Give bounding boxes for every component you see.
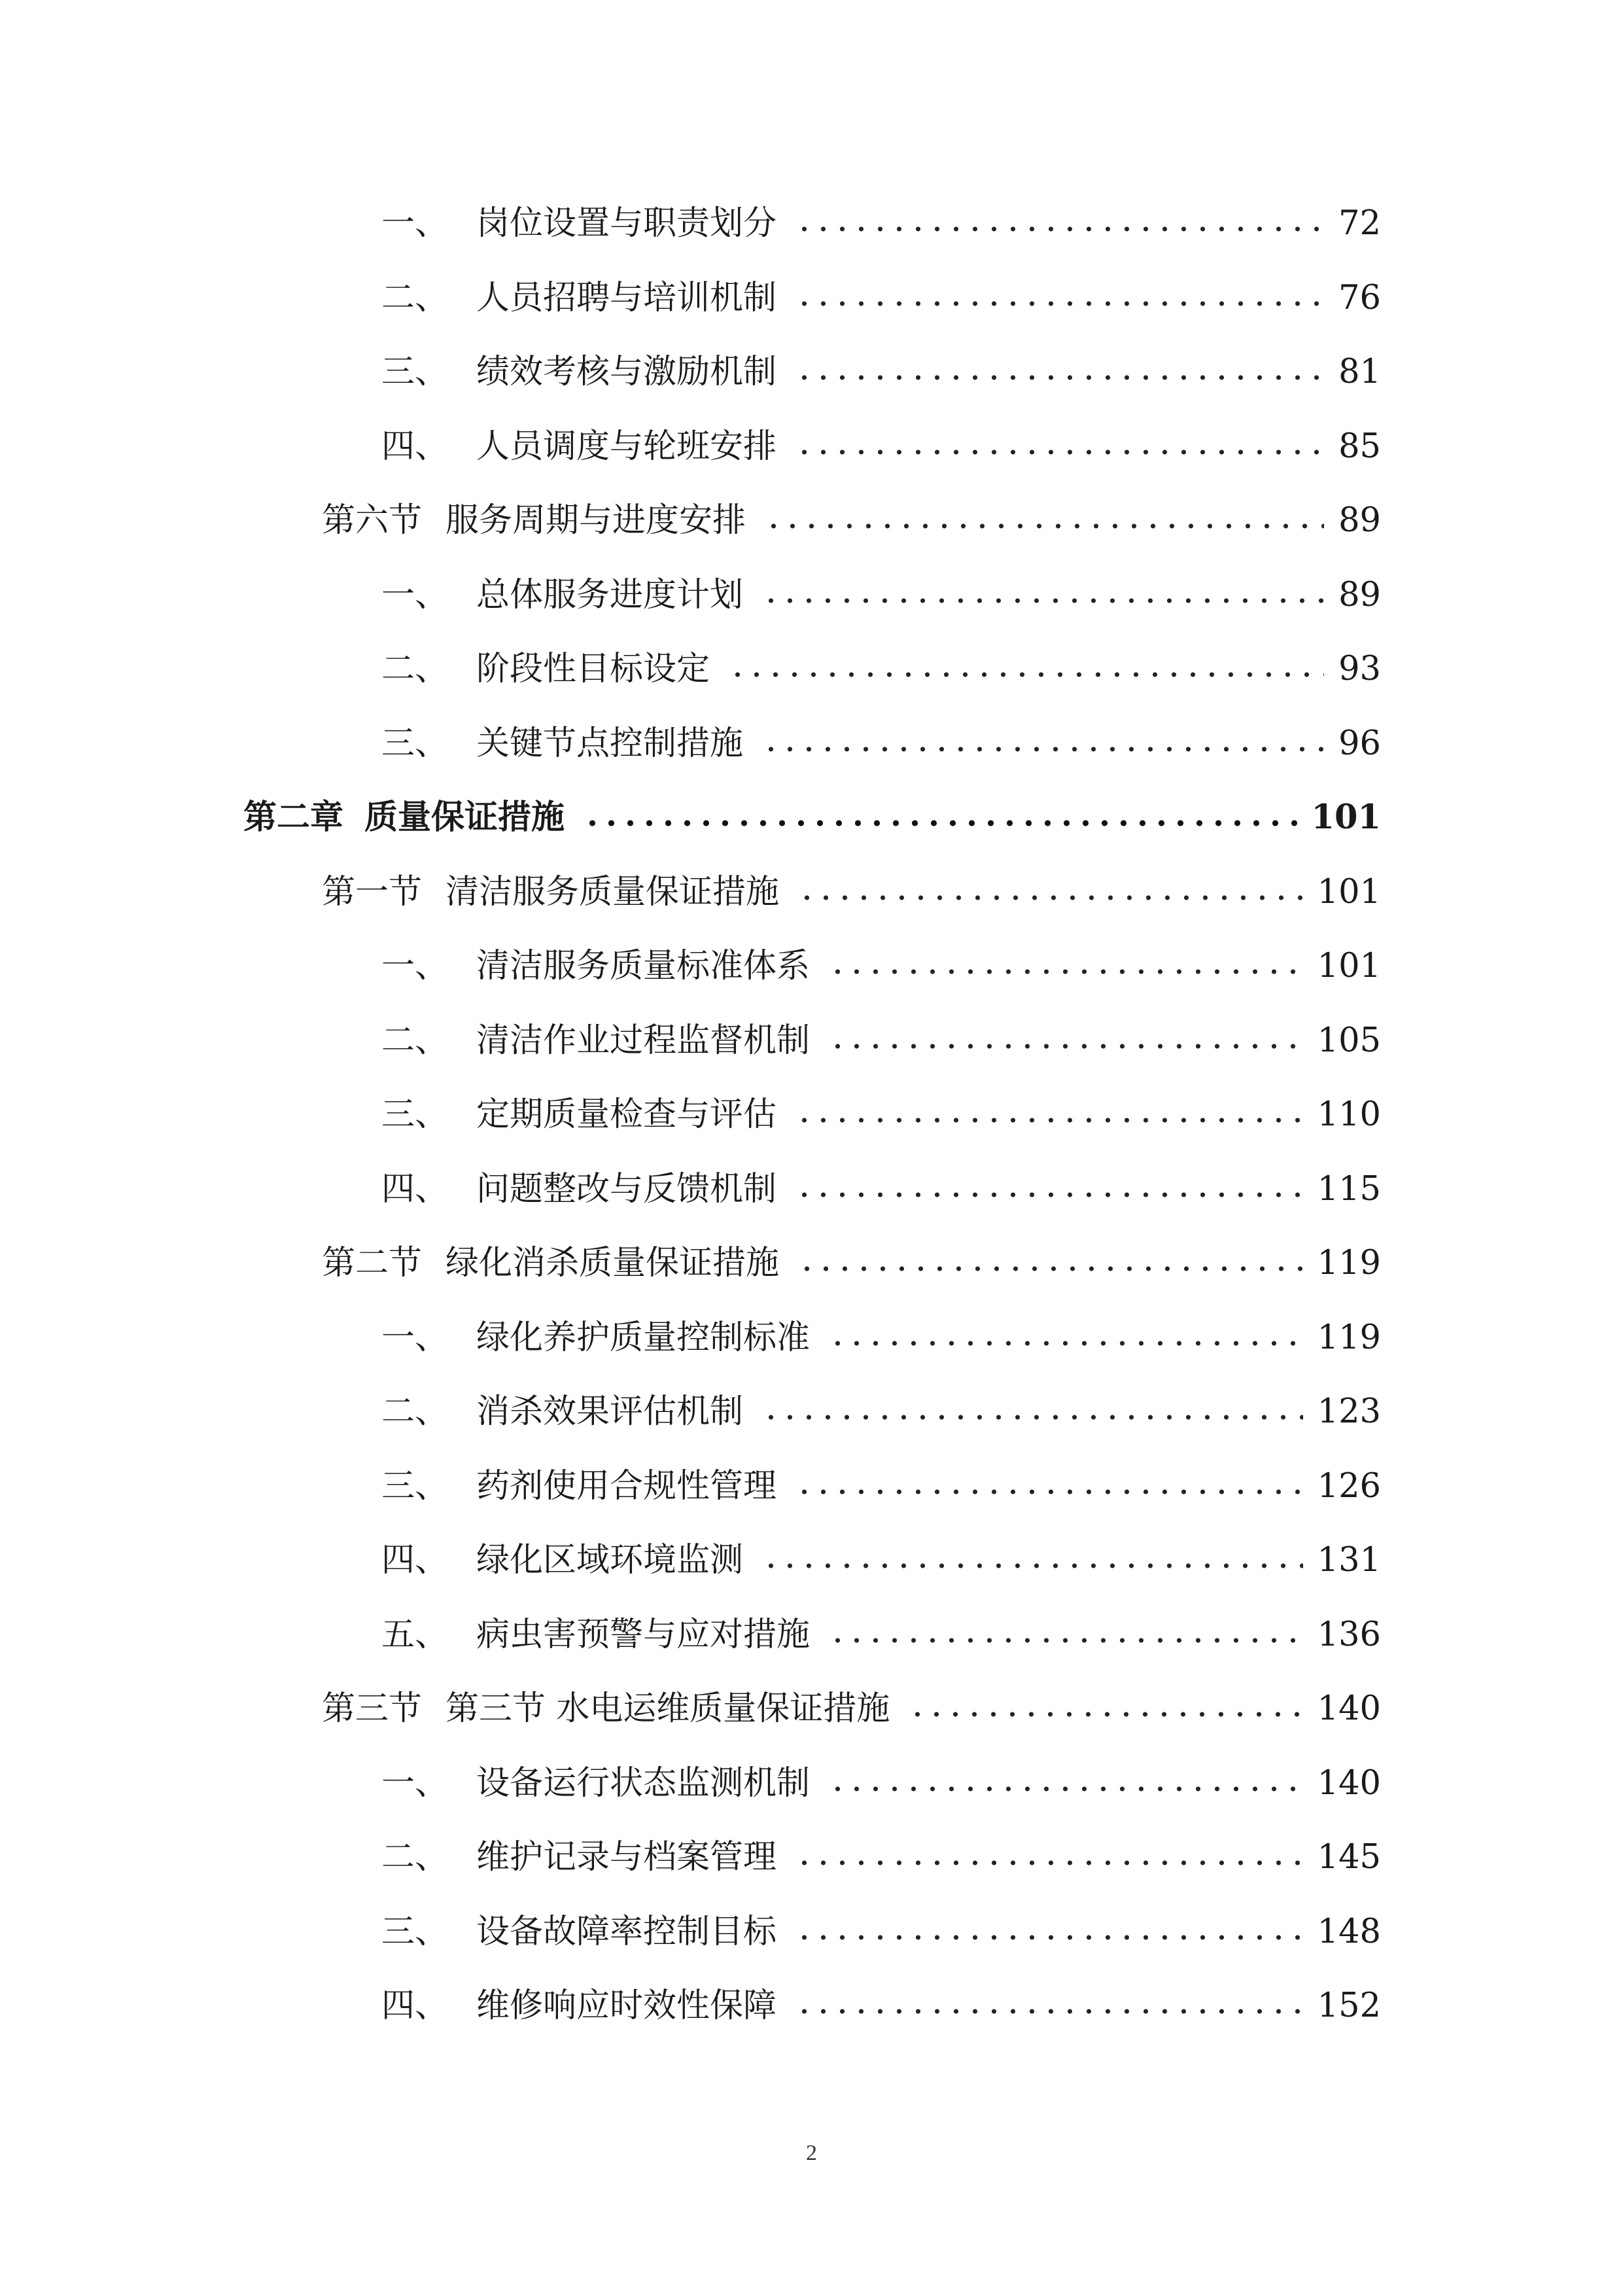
toc-entry-page: 152 (1317, 1986, 1381, 2025)
toc-entry-number: 二、 (381, 1392, 449, 1431)
toc-entry-title: 维修响应时效性保障 (476, 1986, 777, 2025)
toc-entry-title: 阶段性目标设定 (476, 649, 710, 688)
toc-chapter-entry[interactable] (243, 785, 1381, 850)
toc-section-entry[interactable] (322, 1676, 1381, 1741)
toc-entry-page: 89 (1338, 575, 1381, 614)
toc-entry-number: 三、 (381, 724, 449, 763)
dot-leader (795, 2007, 1303, 2016)
toc-entry-page: 105 (1317, 1021, 1381, 1060)
toc-entry-title: 人员调度与轮班安排 (476, 427, 777, 466)
toc-entry-page: 136 (1317, 1615, 1381, 1654)
dot-leader (908, 1710, 1302, 1719)
dot-leader (797, 893, 1303, 902)
toc-entry-title: 病虫害预警与应对措施 (476, 1615, 811, 1654)
toc-entry-title: 人员招聘与培训机制 (476, 278, 777, 317)
toc-entry-title: 总体服务进度计划 (476, 575, 744, 614)
toc-entry-number: 三、 (381, 1095, 449, 1134)
toc-entry-page: 131 (1317, 1540, 1381, 1580)
dot-leader (761, 1413, 1303, 1422)
toc-entry-page: 126 (1317, 1466, 1381, 1506)
toc-entry-title: 设备故障率控制目标 (476, 1912, 777, 1951)
dot-leader (764, 521, 1324, 531)
toc-entry-number: 一、 (381, 1763, 449, 1803)
toc-entry[interactable] (381, 1379, 1381, 1444)
toc-entry-page: 140 (1317, 1763, 1381, 1803)
toc-entry-number: 一、 (381, 575, 449, 614)
toc-entry[interactable] (381, 1453, 1381, 1519)
toc-entry-page: 72 (1338, 203, 1381, 243)
dot-leader (795, 1487, 1303, 1496)
dot-leader (761, 1561, 1303, 1570)
toc-entry-page: 93 (1338, 649, 1381, 688)
toc-entry-number: 四、 (381, 1540, 449, 1580)
toc-section-entry[interactable] (322, 1230, 1381, 1296)
toc-entry-page: 89 (1338, 501, 1381, 540)
toc-entry-number: 四、 (381, 1169, 449, 1209)
toc-entry-title: 维护记录与档案管理 (476, 1837, 777, 1877)
toc-entry[interactable] (381, 1899, 1381, 1964)
toc-entry-title: 清洁服务质量标准体系 (476, 946, 811, 985)
toc-entry-number: 二、 (381, 1837, 449, 1877)
toc-section-entry[interactable] (322, 859, 1381, 925)
dot-leader (828, 1339, 1303, 1348)
toc-entry-number: 三、 (381, 352, 449, 391)
dot-leader (795, 373, 1324, 382)
toc-entry[interactable] (381, 636, 1381, 701)
toc-entry[interactable] (381, 1305, 1381, 1370)
toc-entry-title: 问题整改与反馈机制 (476, 1169, 777, 1209)
toc-entry-number: 一、 (381, 203, 449, 243)
toc-entry-number: 第六节 (322, 501, 423, 540)
toc-section-entry[interactable] (322, 487, 1381, 553)
toc-entry-title: 关键节点控制措施 (476, 724, 744, 763)
toc-entry-number: 五、 (381, 1615, 449, 1654)
toc-entry[interactable] (381, 562, 1381, 627)
toc-entry-title: 清洁作业过程监督机制 (476, 1021, 811, 1060)
toc-entry-number: 三、 (381, 1912, 449, 1951)
toc-entry-title: 绿化区域环境监测 (476, 1540, 744, 1580)
toc-entry[interactable] (381, 933, 1381, 998)
dot-leader (795, 224, 1324, 234)
dot-leader (583, 819, 1297, 828)
toc-entry-number: 一、 (381, 946, 449, 985)
toc-entry-page: 123 (1317, 1392, 1381, 1431)
toc-entry[interactable] (381, 1973, 1381, 2038)
toc-entry[interactable] (381, 1824, 1381, 1890)
toc-entry-page: 119 (1317, 1243, 1381, 1282)
dot-leader (797, 1264, 1303, 1273)
toc-entry-number: 二、 (381, 649, 449, 688)
toc-entry-title: 质量保证措施 (364, 797, 565, 837)
dot-leader (795, 1190, 1303, 1199)
toc-entry-title: 消杀效果评估机制 (476, 1392, 744, 1431)
dot-leader (795, 448, 1324, 457)
toc-entry-number: 四、 (381, 427, 449, 466)
toc-entry-page: 81 (1338, 352, 1381, 391)
dot-leader (761, 745, 1324, 754)
toc-entry[interactable] (381, 711, 1381, 776)
toc-entry[interactable] (381, 339, 1381, 404)
toc-entry[interactable] (381, 1156, 1381, 1222)
toc-entry[interactable] (381, 414, 1381, 479)
toc-entry-title: 绿化养护质量控制标准 (476, 1318, 811, 1357)
toc-entry-number: 第三节 (322, 1689, 423, 1728)
dot-leader (828, 1042, 1303, 1051)
toc-entry-page: 119 (1317, 1318, 1381, 1357)
dot-leader (828, 1784, 1303, 1793)
toc-entry-page: 115 (1317, 1169, 1381, 1209)
toc-entry-title: 定期质量检查与评估 (476, 1095, 777, 1134)
toc-entry-title: 服务周期与进度安排 (445, 501, 746, 540)
toc-entry-number: 一、 (381, 1318, 449, 1357)
toc-entry-number: 三、 (381, 1466, 449, 1506)
toc-entry-page: 148 (1317, 1912, 1381, 1951)
dot-leader (795, 1933, 1303, 1942)
dot-leader (795, 1858, 1303, 1867)
toc-entry[interactable] (381, 1527, 1381, 1593)
toc-entry-page: 76 (1338, 278, 1381, 317)
toc-entry-page: 140 (1317, 1689, 1381, 1728)
toc-entry-page: 101 (1311, 797, 1381, 837)
toc-entry-page: 101 (1317, 872, 1381, 911)
toc-entry[interactable] (381, 1750, 1381, 1816)
toc-entry-page: 101 (1317, 946, 1381, 985)
toc-entry-title: 清洁服务质量保证措施 (445, 872, 780, 911)
dot-leader (795, 1116, 1303, 1125)
toc-entry-title: 岗位设置与职责划分 (476, 203, 777, 243)
toc-entry[interactable] (381, 265, 1381, 330)
toc-entry-number: 四、 (381, 1986, 449, 2025)
toc-entry-number: 第二章 (243, 797, 344, 837)
toc-entry[interactable] (381, 1602, 1381, 1667)
page-number: 2 (806, 2141, 817, 2165)
toc-entry-number: 第一节 (322, 872, 423, 911)
dot-leader (828, 967, 1303, 976)
toc-entry-page: 96 (1338, 724, 1381, 763)
toc-entry[interactable] (381, 1082, 1381, 1147)
toc-entry[interactable] (381, 1008, 1381, 1073)
dot-leader (828, 1636, 1303, 1645)
toc-entry-page: 145 (1317, 1837, 1381, 1877)
toc-entry-number: 二、 (381, 278, 449, 317)
toc-entry-number: 第二节 (322, 1243, 423, 1282)
toc-entry-title: 设备运行状态监测机制 (476, 1763, 811, 1803)
dot-leader (728, 670, 1324, 679)
toc-entry-number: 二、 (381, 1021, 449, 1060)
toc-entry-title: 药剂使用合规性管理 (476, 1466, 777, 1506)
dot-leader (761, 596, 1324, 605)
toc-entry-title: 第三节 水电运维质量保证措施 (445, 1689, 890, 1728)
toc-entry[interactable] (381, 190, 1381, 256)
dot-leader (795, 299, 1324, 308)
toc-entry-title: 绩效考核与激励机制 (476, 352, 777, 391)
toc-entry-page: 110 (1317, 1095, 1381, 1134)
toc-entry-page: 85 (1338, 427, 1381, 466)
toc-entry-title: 绿化消杀质量保证措施 (445, 1243, 780, 1282)
